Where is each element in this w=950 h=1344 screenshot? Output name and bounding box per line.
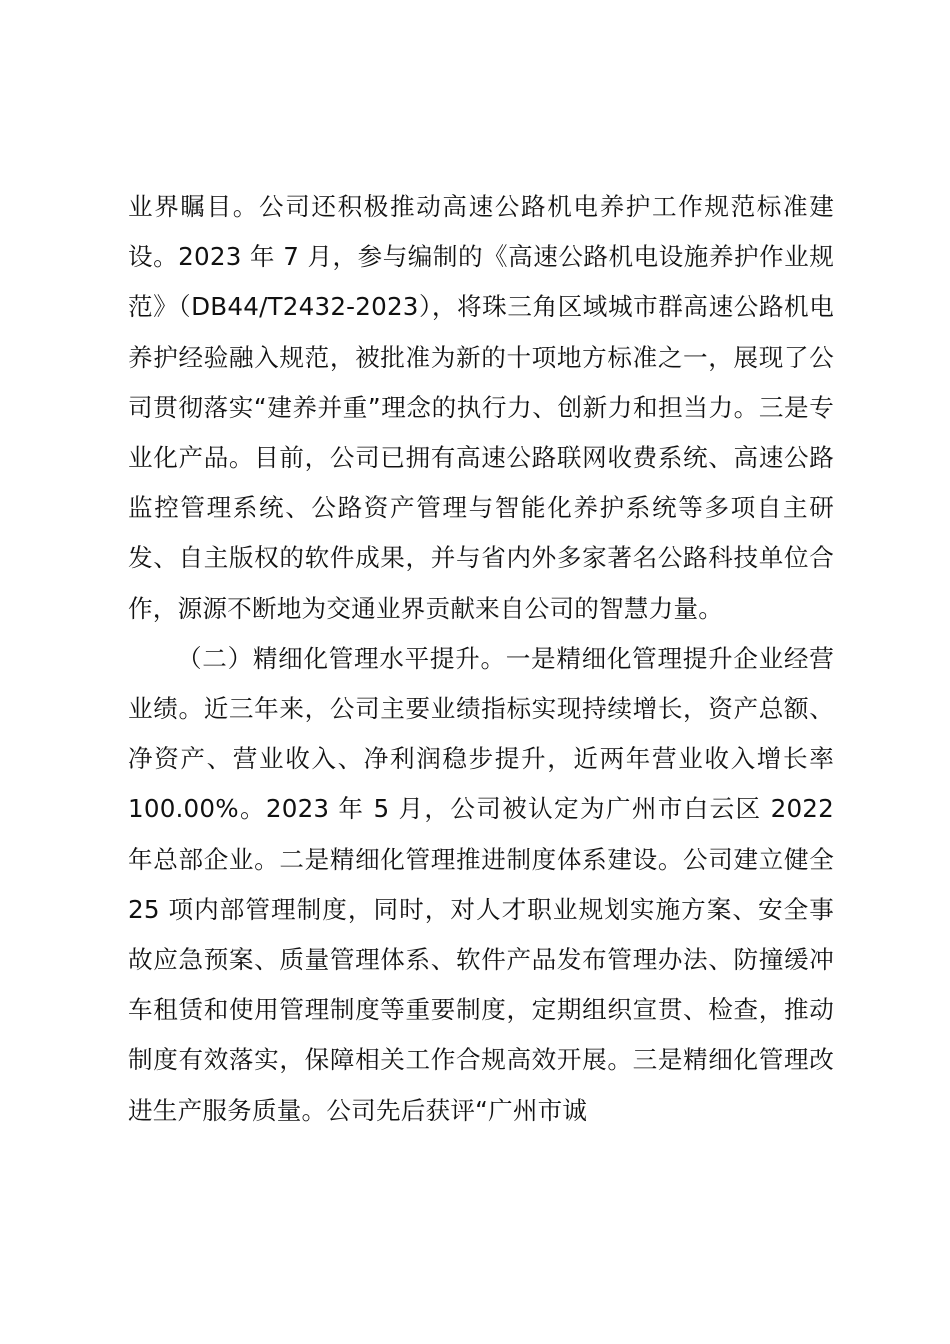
paragraph-2: （二）精细化管理水平提升。一是精细化管理提升企业经营业绩。近三年来，公司主要业绩指标实现持续增长，资产总额、净资产、营业收入、净利润稳步提升，近两年营业收入增长率 100.00%。2023 年 5 月，公司被认定为广州市白云区 2022 年总部企业。二是精细化管理推进制度体系建设。公司建立健全 25 项内部管理制度，同时，对人才职业规划实施方案、安全事故应急预案、质量管理体系、软件产品发布管理办法、防撞缓冲车租赁和使用管理制度等重要制度，定期组织宣贯、检查，推动制度有效落实，保障相关工作合规高效开展。三是精细化管理改进生产服务质量。公司先后获评“广州市诚 xyxy=(128,643,834,1125)
document-body xyxy=(128,182,834,1136)
paragraph-1: 业界瞩目。公司还积极推动高速公路机电养护工作规范标准建设。2023 年 7 月，参与编制的《高速公路机电设施养护作业规范》（DB44/T2432-2023），将珠三角区域城市群高速公路机电养护经验融入规范，被批准为新的十项地方标准之一，展现了公司贯彻落实“建养并重”理念的执行力、创新力和担当力。三是专业化产品。目前，公司已拥有高速公路联网收费系统、高速公路监控管理系统、公路资产管理与智能化养护系统等多项自主研发、自主版权的软件成果，并与省内外多家著名公路科技单位合作，源源不断地为交通业界贡献来自公司的智慧力量。 xyxy=(128,192,834,623)
